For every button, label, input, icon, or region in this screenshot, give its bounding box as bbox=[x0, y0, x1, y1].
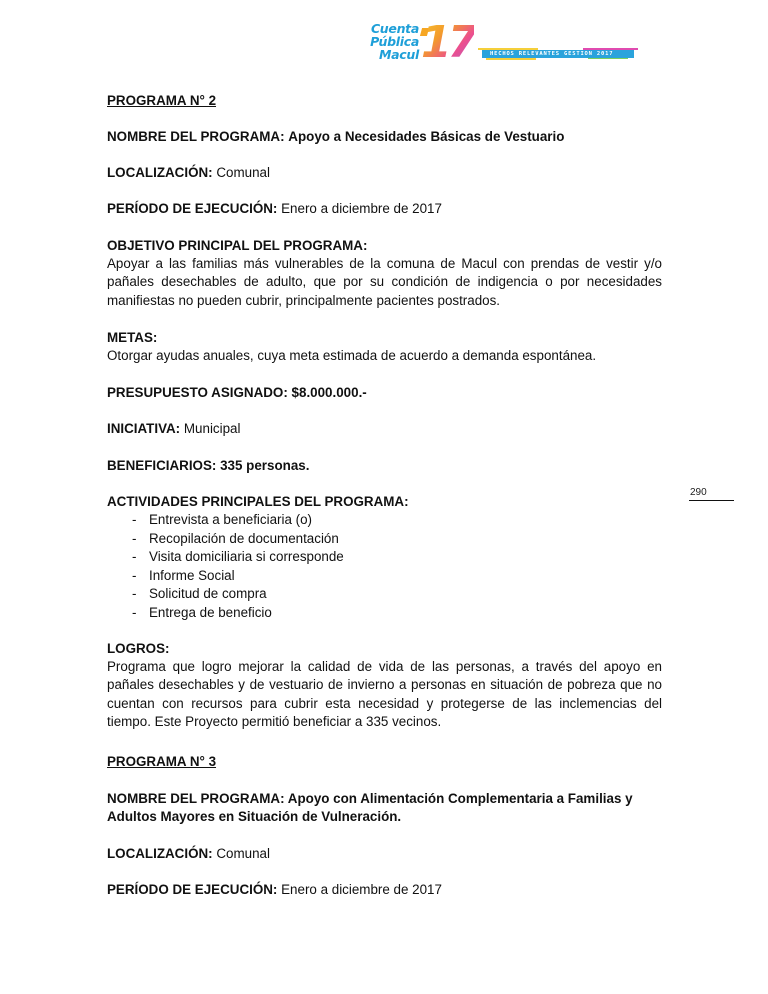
dash-bullet-icon: - bbox=[132, 512, 137, 527]
periodo-value: Enero a diciembre de 2017 bbox=[281, 882, 442, 897]
localizacion-label: LOCALIZACIÓN: bbox=[107, 165, 213, 180]
nombre-label: NOMBRE DEL PROGRAMA: bbox=[107, 129, 285, 144]
actividad-text: Entrevista a beneficiaria (o) bbox=[149, 512, 312, 527]
actividad-text: Informe Social bbox=[149, 567, 235, 583]
beneficiarios-value: 335 personas. bbox=[220, 458, 310, 473]
dash-bullet-icon: - bbox=[132, 549, 137, 564]
page-number-rule bbox=[689, 500, 734, 501]
programa-2-nombre bbox=[107, 128, 564, 146]
periodo-label: PERÍODO DE EJECUCIÓN: bbox=[107, 882, 278, 897]
programa-2-localizacion bbox=[107, 164, 270, 182]
dash-bullet-icon: - bbox=[132, 604, 137, 620]
metas-label: METAS: bbox=[107, 330, 158, 345]
objetivo-text: Apoyar a las familias más vulnerables de la comuna de Macul con prendas de vestir y/o pañales desechables de adulto, que por su condición de indigencia o por necesidades manifiestas no pueden cubrir, principalmente pacientes postrados. bbox=[107, 256, 662, 308]
list-item bbox=[107, 567, 344, 586]
logo-wordmark bbox=[355, 22, 419, 61]
actividades-list bbox=[107, 511, 344, 622]
logros-label: LOGROS: bbox=[107, 641, 170, 656]
programa-2-iniciativa bbox=[107, 420, 240, 438]
list-item bbox=[107, 604, 344, 623]
dash-bullet-icon: - bbox=[132, 530, 137, 546]
list-item bbox=[107, 585, 344, 604]
periodo-value: Enero a diciembre de 2017 bbox=[281, 201, 442, 216]
programa-3-nombre bbox=[107, 790, 662, 827]
presupuesto-label: PRESUPUESTO ASIGNADO: bbox=[107, 385, 288, 400]
logros-text: Programa que logro mejorar la calidad de vida de las personas, a través del apoyo en pañales desechables y de vestuario de invierno a personas en situación de pobreza que no cuentan con recursos para cubrir esta necesidad y protegerse de las inclemencias del tiempo. Este Proyecto permitió beneficiar a 335 vecinos. bbox=[107, 659, 662, 729]
actividad-text: Recopilación de documentación bbox=[149, 530, 339, 546]
nombre-value: Apoyo con Alimentación Complementaria a Familias y Adultos Mayores en Situación de Vulneración. bbox=[107, 791, 633, 825]
list-item bbox=[107, 530, 344, 549]
programa-3-periodo bbox=[107, 881, 442, 899]
dash-bullet-icon: - bbox=[132, 586, 137, 601]
localizacion-value: Comunal bbox=[216, 165, 270, 180]
programa-2-beneficiarios bbox=[107, 457, 309, 475]
iniciativa-label: INICIATIVA: bbox=[107, 421, 181, 436]
logo-line-2: Pública bbox=[370, 34, 419, 49]
logo-line-1: Cuenta bbox=[370, 21, 419, 36]
actividad-text: Visita domiciliaria si corresponde bbox=[149, 549, 344, 564]
dash-bullet-icon: - bbox=[132, 567, 137, 583]
programa-2-periodo bbox=[107, 200, 442, 218]
nombre-label: NOMBRE DEL PROGRAMA: bbox=[107, 791, 285, 806]
programa-2-heading: PROGRAMA N° 2 bbox=[107, 93, 217, 108]
cuenta-publica-logo bbox=[355, 17, 640, 70]
actividades-label: ACTIVIDADES PRINCIPALES DEL PROGRAMA: bbox=[107, 494, 409, 509]
logo-line-3: Macul bbox=[379, 47, 419, 62]
banner-stripe-green bbox=[588, 58, 628, 59]
beneficiarios-label: BENEFICIARIOS: bbox=[107, 458, 217, 473]
objetivo-label: OBJETIVO PRINCIPAL DEL PROGRAMA: bbox=[107, 238, 368, 253]
presupuesto-value: $8.000.000.- bbox=[291, 385, 367, 400]
actividad-text: Entrega de beneficio bbox=[149, 604, 272, 620]
periodo-label: PERÍODO DE EJECUCIÓN: bbox=[107, 201, 278, 216]
nombre-value: Apoyo a Necesidades Básicas de Vestuario bbox=[288, 129, 565, 144]
programa-2-presupuesto bbox=[107, 384, 367, 402]
actividad-text: Solicitud de compra bbox=[149, 586, 267, 601]
metas-text: Otorgar ayudas anuales, cuya meta estimada de acuerdo a demanda espontánea. bbox=[107, 348, 597, 363]
programa-3-localizacion bbox=[107, 845, 270, 863]
localizacion-label: LOCALIZACIÓN: bbox=[107, 846, 213, 861]
logo-year: 17 bbox=[421, 17, 475, 68]
iniciativa-value: Municipal bbox=[183, 421, 241, 436]
page-number: 290 bbox=[690, 487, 707, 498]
list-item bbox=[107, 548, 344, 567]
header-banner bbox=[478, 48, 638, 60]
banner-text: HECHOS RELEVANTES GESTION 2017 bbox=[490, 51, 614, 57]
list-item bbox=[107, 511, 344, 530]
localizacion-value: Comunal bbox=[216, 846, 270, 861]
banner-stripe-yellow-bottom bbox=[486, 58, 536, 60]
programa-3-heading: PROGRAMA N° 3 bbox=[107, 754, 217, 769]
